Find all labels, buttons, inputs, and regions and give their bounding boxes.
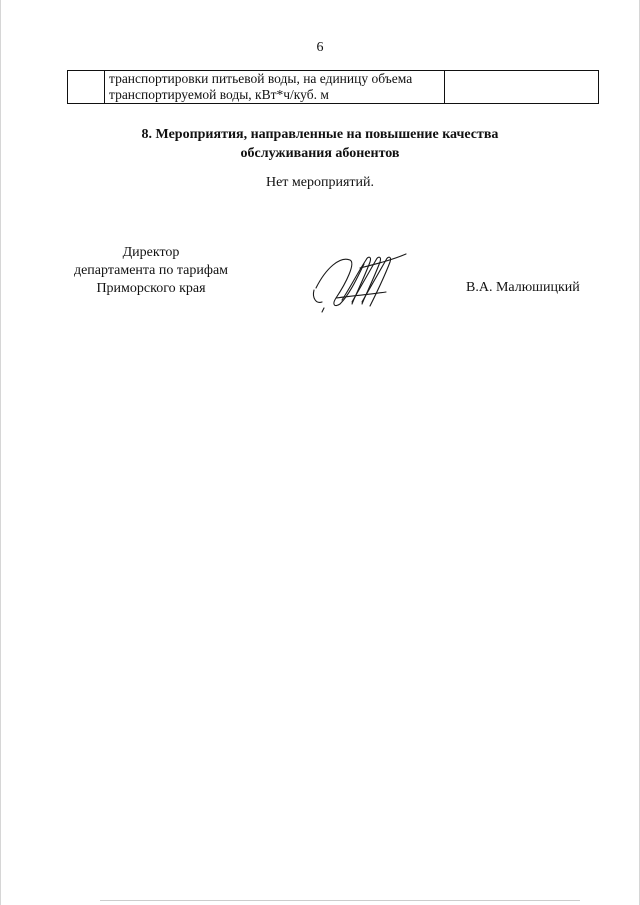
section-text: Нет мероприятий.: [265, 175, 375, 190]
table-cell-indicator: [105, 71, 445, 104]
section-heading: [0, 125, 640, 163]
section-heading-line: обслуживания абонентов: [240, 146, 400, 161]
indicator-line: транспортировки питьевой воды, на единицу объема: [109, 71, 413, 86]
signer-name: В.А. Малюшицкий: [466, 280, 580, 295]
page-number: 6: [316, 40, 324, 55]
signer-position-line: департамента по тарифам: [73, 263, 229, 278]
section-heading-line: 8. Мероприятия, направленные на повышение качества: [141, 127, 499, 142]
table-cell-number: [68, 71, 105, 104]
scan-bottom-line: [100, 900, 580, 901]
signer-position-line: Приморского края: [96, 281, 206, 296]
signer-position: [56, 244, 246, 298]
continued-table: [67, 70, 599, 104]
table-row: [68, 71, 599, 104]
signer-position-line: Директор: [122, 245, 180, 260]
table-cell-value: [445, 71, 599, 104]
indicator-line: транспортируемой воды, кВт*ч/куб. м: [109, 87, 329, 102]
handwritten-signature: [306, 238, 418, 318]
